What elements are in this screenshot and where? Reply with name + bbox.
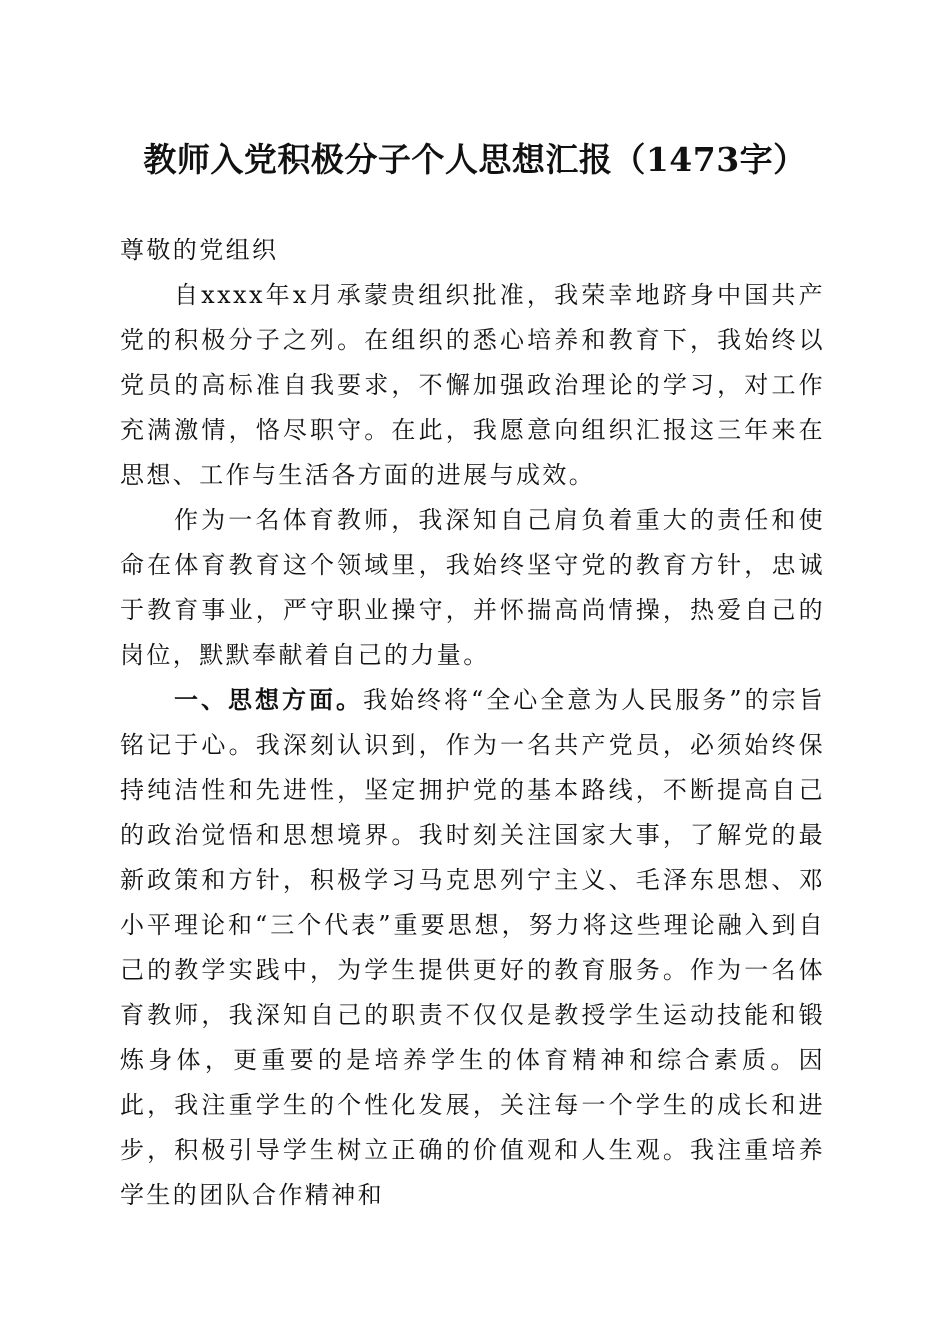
document-title: 教师入党积极分子个人思想汇报（1473字） <box>143 140 807 179</box>
paragraph-thought <box>120 678 825 1218</box>
paragraph-text: 我始终将“全心全意为人民服务”的宗旨铭记于心。我深刻认识到，作为一名共产党员，必须始终保持纯洁性和先进性，坚定拥护党的基本路线，不断提高自己的政治觉悟和思想境界。我时刻关注国家大事，了解党的最新政策和方针，积极学习马克思列宁主义、毛泽东思想、邓小平理论和“三个代表”重要思想，努力将这些理论融入到自己的教学实践中，为学生提供更好的教育服务。作为一名体育教师，我深知自己的职责不仅仅是教授学生运动技能和锻炼身体，更重要的是培养学生的体育精神和综合素质。因此，我注重学生的个性化发展，关注每一个学生的成长和进步，积极引导学生树立正确的价值观和人生观。我注重培养学生的团队合作精神和 <box>120 686 825 1209</box>
paragraph-text: 自xxxx年x月承蒙贵组织批准，我荣幸地跻身中国共产党的积极分子之列。在组织的悉心培养和教育下，我始终以党员的高标准自我要求，不懈加强政治理论的学习，对工作充满激情，恪尽职守。在此，我愿意向组织汇报这三年来在思想、工作与生活各方面的进展与成效。 <box>120 281 825 489</box>
paragraph-text: 作为一名体育教师，我深知自己肩负着重大的责任和使命在体育教育这个领域里，我始终坚守党的教育方针，忠诚于教育事业，严守职业操守，并怀揣高尚情操，热爱自己的岗位，默默奉献着自己的力量。 <box>120 506 825 669</box>
salutation: 尊敬的党组织 <box>120 236 279 264</box>
document-body <box>120 228 825 1218</box>
paragraph-role <box>120 498 825 678</box>
paragraph-intro <box>120 273 825 498</box>
section-heading: 一、思想方面。 <box>174 686 364 714</box>
